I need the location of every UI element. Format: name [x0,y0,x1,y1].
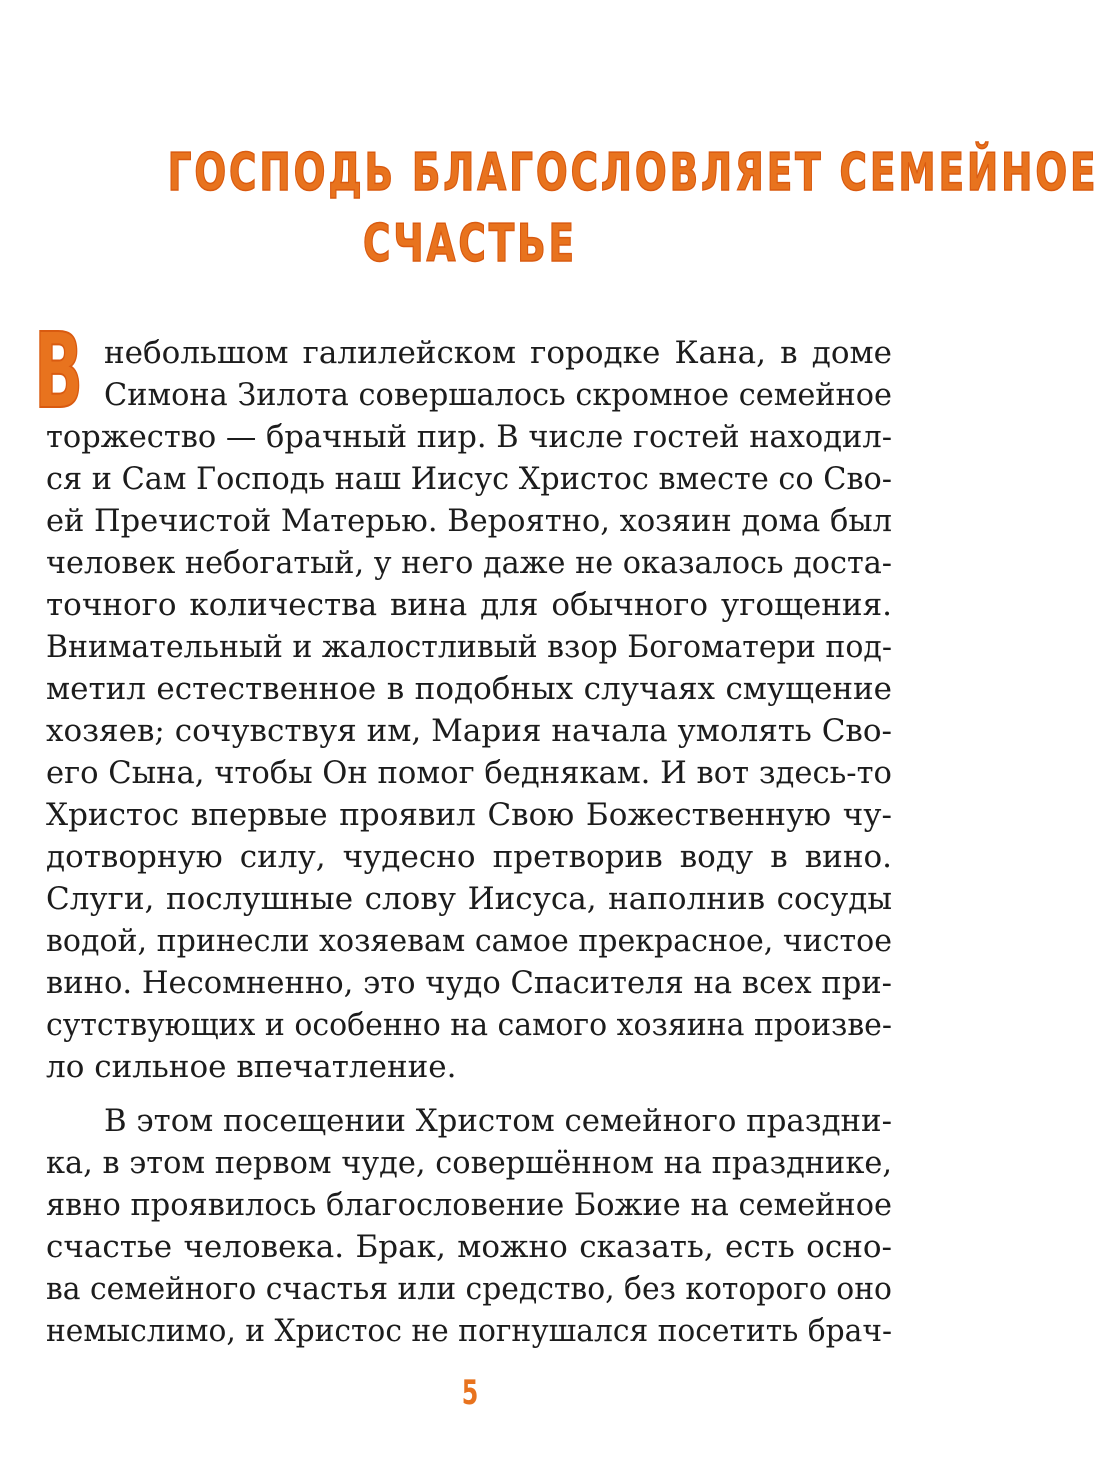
text-line: точного количества вина для обычного угощения. [46,587,892,623]
text-line: Внимательный и жалостливый взор Богоматери под- [46,629,892,665]
text-line: его Сына, чтобы Он помог беднякам. И вот здесь-то [46,755,892,791]
text-line: ва семейного счастья или средство, без которого оно [46,1271,892,1307]
drop-cap: В [34,310,84,432]
text-line: счастье человека. Брак, можно сказать, есть осно- [46,1229,892,1265]
text-line-last: ло сильное впечатление. [46,1049,457,1085]
text-line: немыслимо, и Христос не погнушался посетить брач- [46,1313,892,1349]
text-line: Симона Зилота совершалось скромное семейное [104,377,892,413]
text-line: человек небогатый, у него даже не оказалось доста- [46,545,892,581]
text-line: Христос впервые проявил Свою Божественную чу- [46,797,892,833]
text-line-indent: В этом посещении Христом семейного праздни- [104,1103,892,1139]
text-line: явно проявилось благословение Божие на семейное [46,1187,892,1223]
text-line: метил естественное в подобных случаях смущение [46,671,892,707]
text-line: торжество — брачный пир. В числе гостей находил- [46,419,892,455]
text-line: сутствующих и особенно на самого хозяина произве- [46,1007,892,1043]
text-line: водой, принесли хозяевам самое прекрасное, чистое [46,923,892,959]
text-line: небольшом галилейском городке Кана, в доме [104,335,892,371]
text-line: дотворную силу, чудесно претворив воду в вино. [46,839,892,875]
text-line: ка, в этом первом чуде, совершённом на празднике, [46,1145,892,1181]
text-line: Слуги, послушные слову Иисуса, наполнив сосуды [46,881,892,917]
page-number: 5 [461,1373,479,1413]
text-line: ся и Сам Господь наш Иисус Христос вместе со Сво- [46,461,892,497]
chapter-title-line-1: ГОСПОДЬ БЛАГОСЛОВЛЯЕТ СЕМЕЙНОЕ [167,143,1099,203]
text-line: вино. Несомненно, это чудо Спасителя на всех при- [46,965,892,1001]
chapter-title-line-2: СЧАСТЬЕ [363,214,577,274]
text-line: ей Пречистой Матерью. Вероятно, хозяин дома был [46,503,892,539]
text-line: хозяев; сочувствуя им, Мария начала умолять Сво- [46,713,892,749]
